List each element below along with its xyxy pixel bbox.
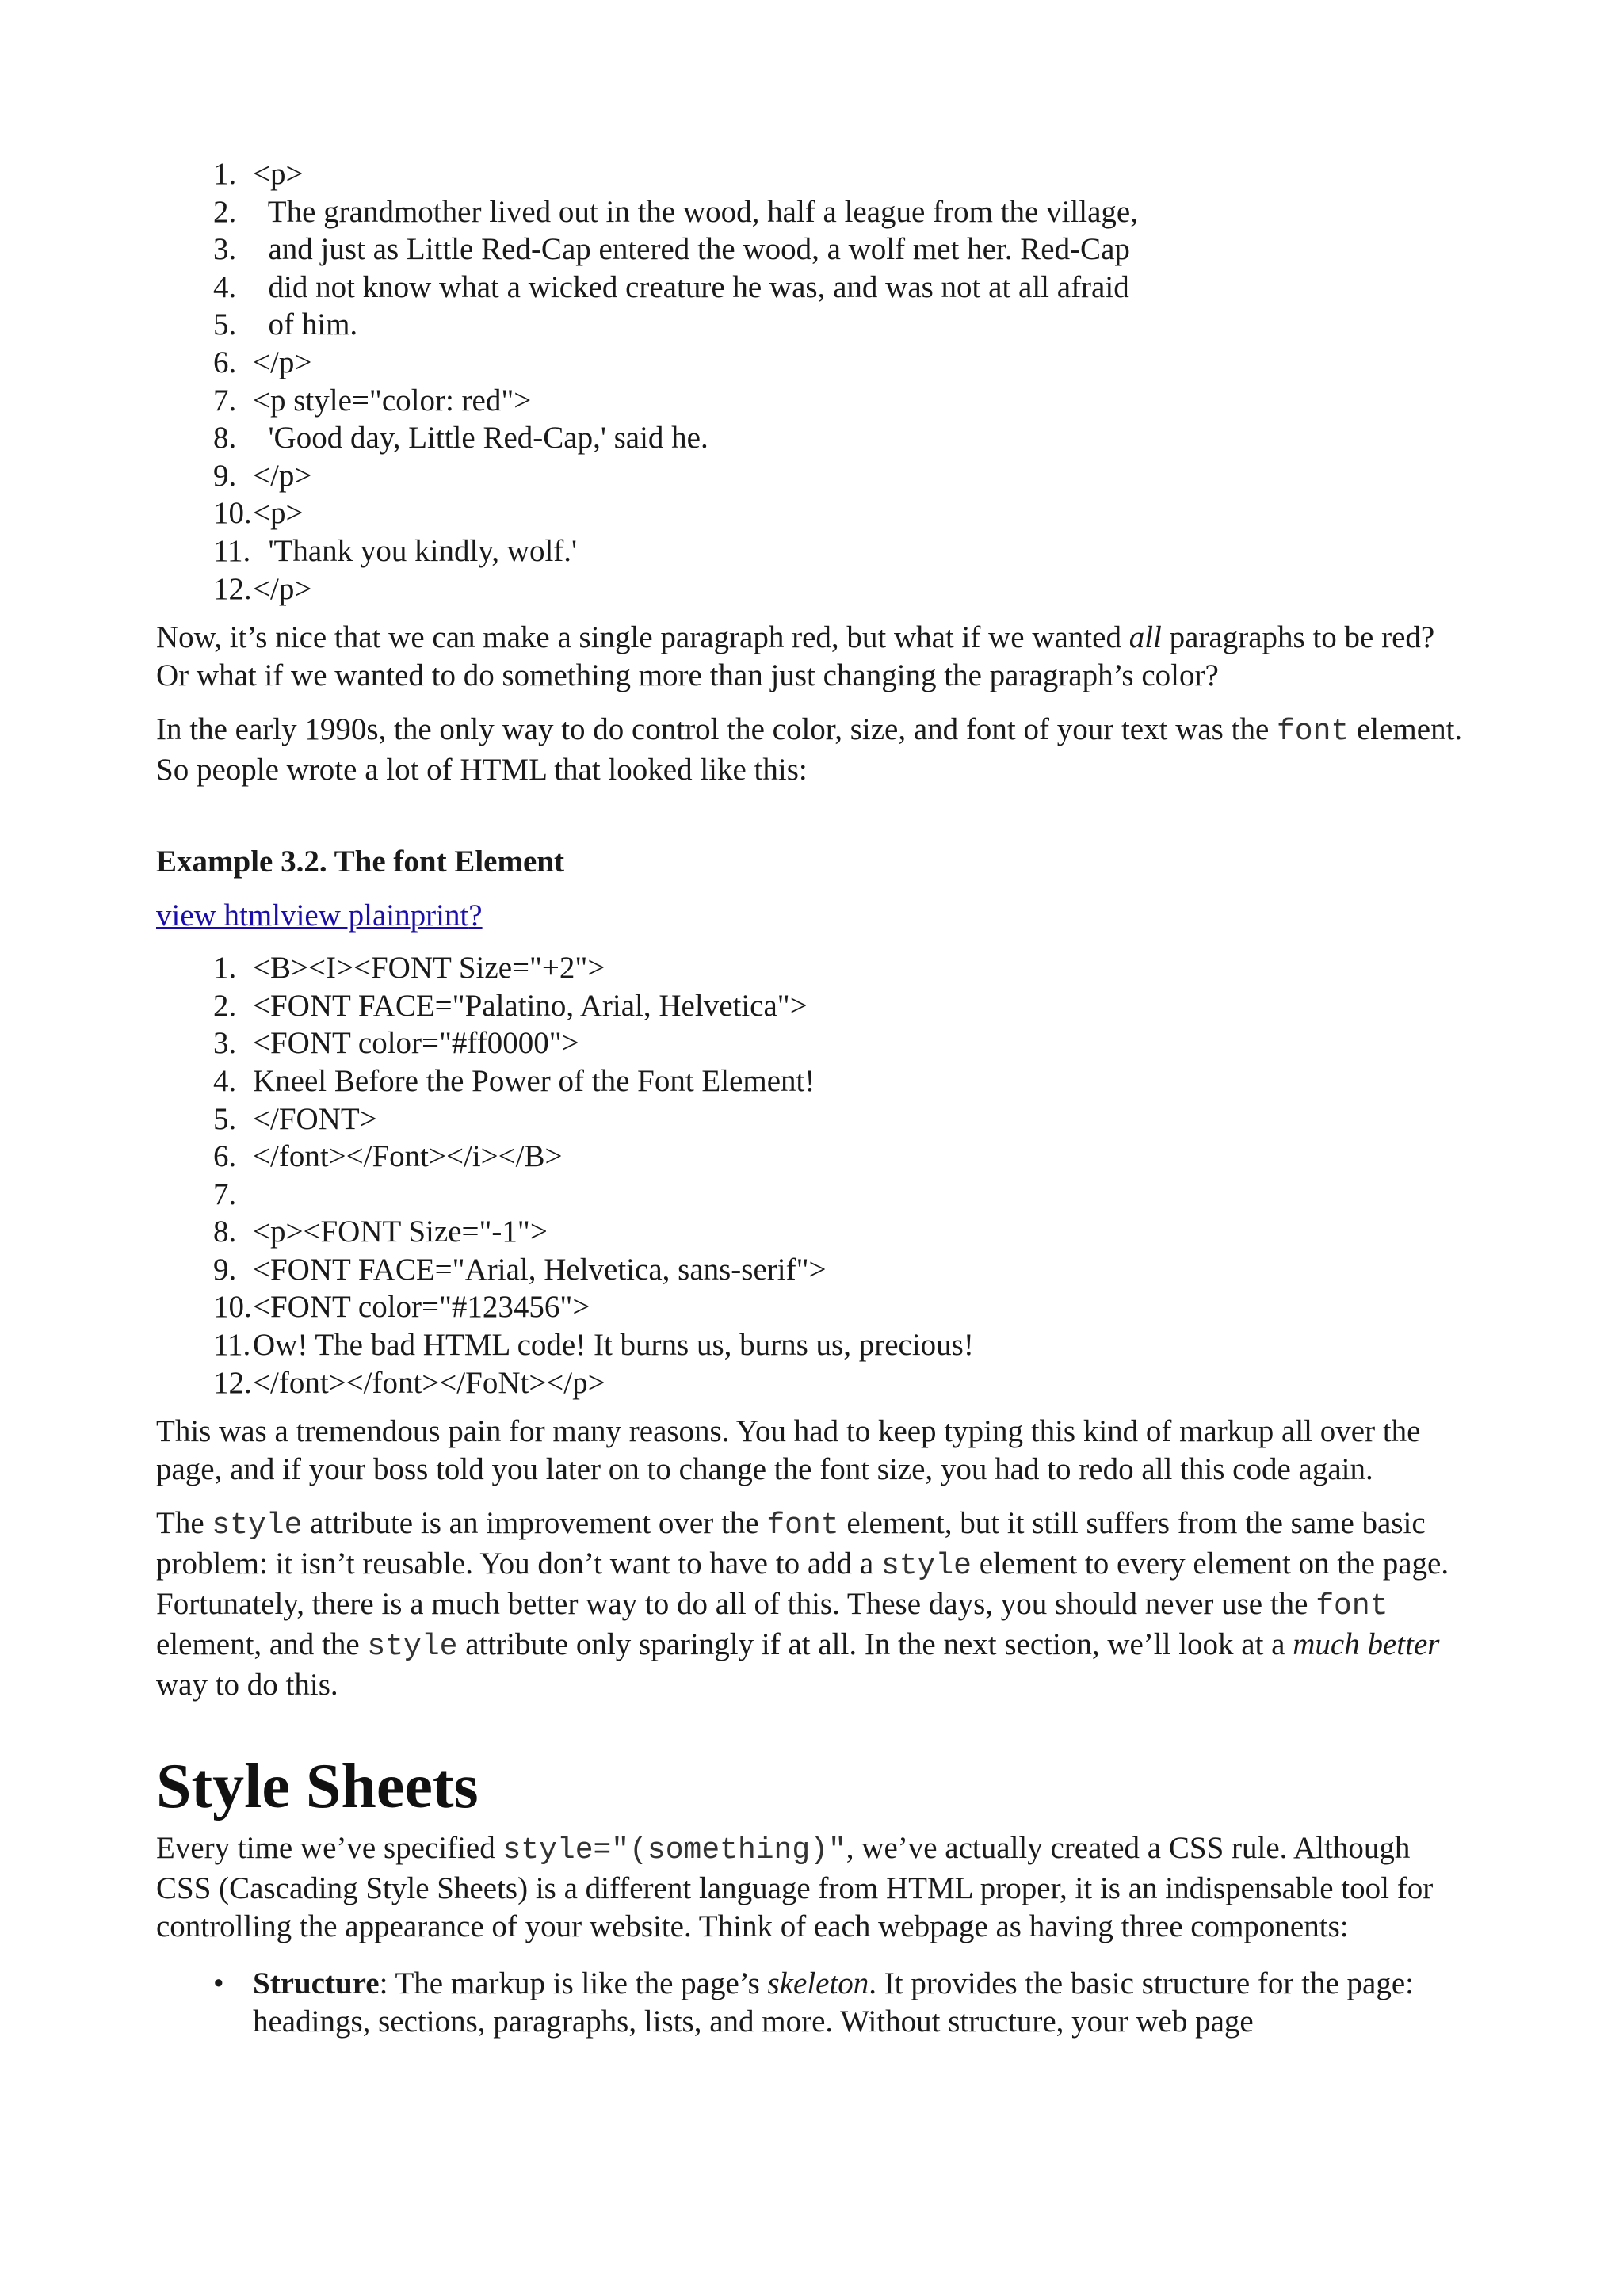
code-text: 'Thank you kindly, wolf.' xyxy=(253,533,578,568)
bullet-icon: • xyxy=(213,1966,224,2001)
code-text: of him. xyxy=(253,307,358,342)
inline-code: font xyxy=(766,1508,839,1543)
text: attribute only sparingly if at all. In the next section, we’ll look at a xyxy=(457,1627,1293,1662)
text: Every time we’ve specified xyxy=(156,1831,503,1866)
text: , we’ve actually created a CSS rule. Although CSS (Cascading Style Sheets) is a different language from HTML proper, it is an indispensable tool for controlling the appearance of your website. Think of each webpage as having three components: xyxy=(156,1831,1434,1944)
code-line xyxy=(156,1138,1472,1176)
code-text: The grandmother lived out in the wood, half a league from the village, xyxy=(253,194,1138,229)
inline-code: style=" xyxy=(502,1833,630,1868)
paragraph-early-1990s xyxy=(156,711,1472,789)
code-text: <p> xyxy=(253,496,304,531)
code-line xyxy=(156,1288,1472,1326)
section-heading-style-sheets: Style Sheets xyxy=(156,1752,479,1822)
line-number: 2. xyxy=(213,194,237,229)
code-line xyxy=(156,269,1472,307)
code-line xyxy=(156,494,1472,532)
print-link[interactable]: print xyxy=(410,898,469,933)
line-number: 8. xyxy=(213,1215,237,1249)
line-number: 11. xyxy=(213,1328,251,1363)
code-line xyxy=(156,1326,1472,1364)
line-number: 10. xyxy=(213,1290,252,1325)
line-number: 2. xyxy=(213,988,237,1023)
code-line xyxy=(156,1176,1472,1214)
text: element, and the xyxy=(156,1627,368,1662)
code-line xyxy=(156,1364,1472,1402)
code-line xyxy=(156,1100,1472,1138)
line-number: 3. xyxy=(213,232,237,267)
text: element. So people wrote a lot of HTML that looked like this: xyxy=(156,712,1463,788)
code-text: did not know what a wicked creature he was, and was not at all afraid xyxy=(253,269,1129,304)
emphasis: skeleton xyxy=(767,1966,869,2001)
code-line xyxy=(156,1251,1472,1289)
term: Structure xyxy=(253,1966,380,2001)
text: Now, it’s nice that we can make a single paragraph red, but what if we wanted xyxy=(156,620,1129,655)
code-text: <FONT FACE="Arial, Helvetica, sans-serif"> xyxy=(253,1252,827,1287)
line-number: 6. xyxy=(213,1139,237,1174)
code-text: and just as Little Red-Cap entered the wood, a wolf met her. Red-Cap xyxy=(253,232,1130,267)
code-line xyxy=(156,419,1472,457)
code-text: <p> xyxy=(253,157,304,191)
code-line xyxy=(156,987,1472,1025)
line-number: 5. xyxy=(213,1101,237,1136)
line-number: 6. xyxy=(213,345,237,379)
code-line xyxy=(156,570,1472,608)
code-text: <p><FONT Size="-1"> xyxy=(253,1215,548,1249)
code-text: </p> xyxy=(253,571,312,606)
code-text: <B><I><FONT Size="+2"> xyxy=(253,951,605,986)
code-line xyxy=(156,155,1472,193)
components-list xyxy=(156,1965,1472,2041)
code-listing-2 xyxy=(156,949,1472,1402)
line-number: 8. xyxy=(213,421,237,456)
text: . It provides the basic structure for the page: headings, sections, paragraphs, lists, and more. Without structure, your web page xyxy=(253,1966,1414,2039)
document-page xyxy=(156,155,1472,2041)
code-text: </font></font></FoNt></p> xyxy=(253,1365,605,1400)
inline-code: " xyxy=(827,1833,846,1868)
paragraph-all-paragraphs xyxy=(156,619,1472,695)
line-number: 9. xyxy=(213,1252,237,1287)
paragraph-tremendous-pain: This was a tremendous pain for many reasons. You had to keep typing this kind of markup all over the page, and if your boss told you later on to change the font size, you had to redo all this code again. xyxy=(156,1414,1421,1487)
inline-code: (something) xyxy=(629,1833,828,1868)
line-number: 7. xyxy=(213,1177,237,1211)
help-link[interactable]: ? xyxy=(468,898,483,933)
line-number: 9. xyxy=(213,458,237,493)
view-html-link[interactable]: view html xyxy=(156,898,281,933)
list-item-structure xyxy=(156,1965,1472,2041)
code-line xyxy=(156,306,1472,344)
code-line xyxy=(156,1024,1472,1062)
text: element, but it still suffers from the same basic problem: it isn’t reusable. You don’t want to have to add a xyxy=(156,1506,1426,1581)
code-line xyxy=(156,193,1472,231)
line-number: 4. xyxy=(213,1063,237,1098)
inline-code: style xyxy=(212,1508,303,1543)
example-title: Example 3.2. The font Element xyxy=(156,845,564,879)
line-number: 12. xyxy=(213,1365,252,1400)
text: attribute is an improvement over the xyxy=(302,1506,767,1541)
code-listing-1 xyxy=(156,155,1472,608)
text: The xyxy=(156,1506,212,1541)
text: paragraphs to be red? Or what if we wanted to do something more than just changing the paragraph’s color? xyxy=(156,620,1435,693)
text: way to do this. xyxy=(156,1668,338,1703)
line-number: 1. xyxy=(213,157,237,191)
view-plain-link[interactable]: view plain xyxy=(281,898,411,933)
code-text: </FONT> xyxy=(253,1101,377,1136)
text: element to every element on the page. Fortunately, there is a much better way to do all of this. These days, you should never use the xyxy=(156,1547,1449,1622)
code-line xyxy=(156,1062,1472,1100)
code-line xyxy=(156,382,1472,420)
line-number: 1. xyxy=(213,951,237,986)
code-line xyxy=(156,344,1472,382)
emphasis: all xyxy=(1128,620,1162,655)
code-text: </font></Font></i></B> xyxy=(253,1139,563,1174)
text: : The markup is like the page’s xyxy=(379,1966,768,2001)
line-number: 12. xyxy=(213,571,252,606)
paragraph-style-attribute xyxy=(156,1505,1472,1704)
code-text: 'Good day, Little Red-Cap,' said he. xyxy=(253,421,708,456)
code-text: <p style="color: red"> xyxy=(253,383,532,418)
line-number: 7. xyxy=(213,383,237,418)
line-number: 3. xyxy=(213,1026,237,1061)
code-text: </p> xyxy=(253,458,312,493)
text: In the early 1990s, the only way to do control the color, size, and font of your text was the xyxy=(156,712,1277,747)
line-number: 10. xyxy=(213,496,252,531)
code-text: </p> xyxy=(253,345,312,379)
line-number: 4. xyxy=(213,269,237,304)
line-number: 5. xyxy=(213,307,237,342)
code-text: <FONT FACE="Palatino, Arial, Helvetica"> xyxy=(253,988,808,1023)
code-line xyxy=(156,457,1472,495)
inline-code: font xyxy=(1277,715,1350,749)
code-text: <FONT color="#123456"> xyxy=(253,1290,590,1325)
inline-code: style xyxy=(880,1549,972,1584)
inline-code: font xyxy=(1316,1589,1388,1624)
code-view-links xyxy=(156,897,1472,935)
code-text: <FONT color="#ff0000"> xyxy=(253,1026,579,1061)
line-number: 11. xyxy=(213,533,251,568)
code-line xyxy=(156,1213,1472,1251)
code-line xyxy=(156,231,1472,269)
code-text: Kneel Before the Power of the Font Element! xyxy=(253,1063,815,1098)
paragraph-css-rule xyxy=(156,1829,1472,1946)
inline-code: style xyxy=(367,1630,458,1665)
code-line xyxy=(156,949,1472,987)
code-line xyxy=(156,532,1472,570)
emphasis: much better xyxy=(1293,1627,1440,1662)
code-text: Ow! The bad HTML code! It burns us, burns us, precious! xyxy=(253,1328,974,1363)
